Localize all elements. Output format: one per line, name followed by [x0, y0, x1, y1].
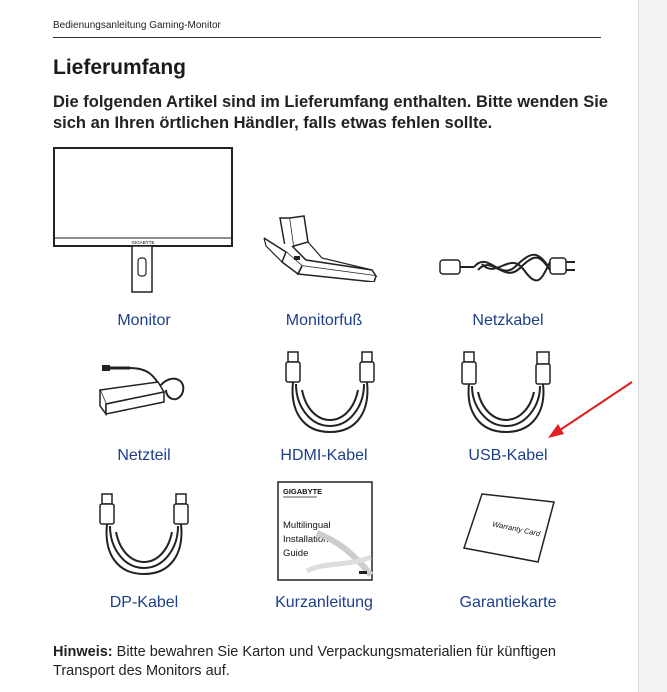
item-label-quick-guide: Kurzanleitung: [275, 594, 373, 611]
guide-line-2: Installation: [283, 534, 329, 545]
monitor-icon: [52, 146, 234, 296]
item-label-monitor: Monitor: [117, 312, 171, 329]
warranty-card-icon: [462, 492, 558, 564]
item-label-usb-cable: USB-Kabel: [468, 447, 548, 464]
power-cable-icon: [438, 246, 578, 286]
monitor-brand-text: GIGABYTE: [131, 240, 155, 245]
quick-guide-icon: [277, 481, 373, 581]
item-label-monitor-stand: Monitorfuß: [285, 312, 363, 329]
hdmi-cable-icon: [282, 350, 378, 436]
note: [53, 643, 613, 681]
item-label-power-cable: Netzkabel: [472, 312, 544, 329]
section-title: Lieferumfang: [53, 56, 187, 79]
guide-line-3: Guide: [283, 548, 309, 559]
monitor-stand-icon: [262, 212, 380, 282]
note-prefix: Hinweis:: [53, 644, 113, 660]
dp-cable-icon: [96, 492, 192, 578]
item-label-hdmi-cable: HDMI-Kabel: [280, 447, 368, 464]
running-header: Bedienungsanleitung Gaming-Monitor: [53, 20, 221, 31]
note-text: Bitte bewahren Sie Karton und Verpackungsmaterialien für künftigen Transport des Monitors auf.: [53, 644, 556, 679]
guide-brand-text: GIGABYTE: [283, 487, 323, 496]
item-label-warranty-card: Garantiekarte: [459, 594, 557, 611]
header-rule: [53, 37, 601, 38]
guide-line-1: Multilingual: [283, 520, 331, 531]
page-edge: [638, 0, 667, 692]
item-label-dp-cable: DP-Kabel: [109, 594, 179, 611]
intro-text: Die folgenden Artikel sind im Lieferumfang enthalten. Bitte wenden Sie sich an Ihren örtlichen Händler, falls etwas fehlen sollte.: [53, 93, 608, 132]
power-adapter-icon: [96, 358, 196, 418]
item-label-power-adapter: Netzteil: [117, 447, 171, 464]
red-arrow-annotation: [540, 378, 636, 442]
warranty-card-text: Warranty Card: [491, 519, 542, 539]
